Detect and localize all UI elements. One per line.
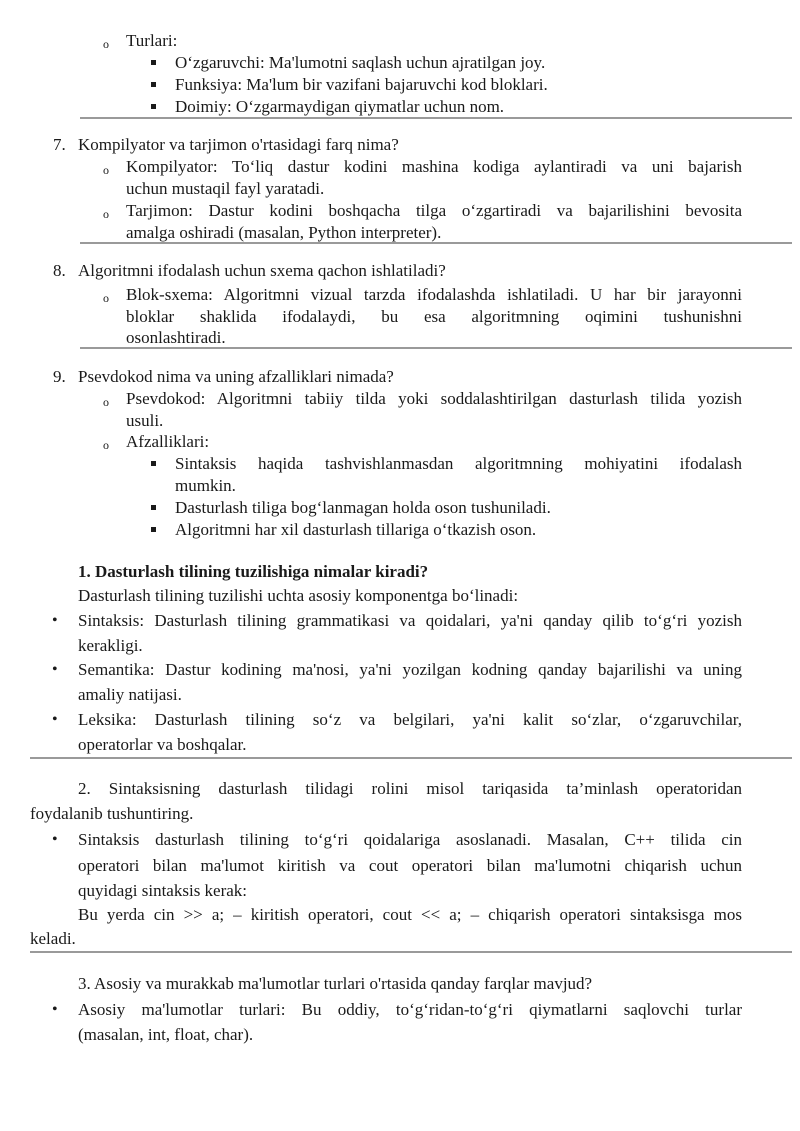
question-line: foydalanib tushuntiring. bbox=[30, 804, 194, 823]
section-heading: 1. Dasturlash tilining tuzilishiga nimalar kiradi? bbox=[78, 562, 429, 581]
divider bbox=[30, 951, 792, 953]
dot-bullet: • bbox=[52, 1001, 58, 1018]
answer-line: Psevdokod: Algoritmni tabiiy tilda yoki soddalashtirilgan dasturlash tilida yozish bbox=[126, 389, 742, 408]
paragraph-line: operatori bilan ma'lumot kiritish va cout operatori bilan ma'lumotni chiqarish uchun bbox=[78, 856, 742, 875]
circle-bullet: o bbox=[103, 207, 109, 221]
circle-bullet: o bbox=[103, 438, 109, 452]
paragraph-line: (masalan, int, float, char). bbox=[78, 1025, 254, 1044]
turlari-label: Turlari: bbox=[126, 31, 178, 50]
answer-line: Blok-sxema: Algoritmni vizual tarzda ifodalashda ishlatiladi. U har bir jarayonni bbox=[126, 285, 742, 304]
dot-bullet: • bbox=[52, 711, 58, 728]
list-item: Algoritmni har xil dasturlash tillariga o‘tkazish oson. bbox=[175, 520, 537, 539]
dot-bullet: • bbox=[52, 612, 58, 629]
question-number: 8. bbox=[53, 261, 66, 280]
answer-line: Tarjimon: Dastur kodini boshqacha tilga o‘zgartiradi va bajarilishini bevosita bbox=[126, 201, 742, 220]
circle-bullet: o bbox=[103, 291, 109, 305]
list-item: Dasturlash tiliga bog‘lanmagan holda oson tushuniladi. bbox=[175, 498, 551, 517]
paragraph-line: Asosiy ma'lumotlar turlari: Bu oddiy, to‘g‘ridan-to‘g‘ri qiymatlarni saqlovchi turlar bbox=[78, 1000, 742, 1019]
paragraph-line: Leksika: Dasturlash tilining so‘z va belgilari, ya'ni kalit so‘zlar, o‘zgaruvchilar, bbox=[78, 710, 742, 729]
square-bullet bbox=[151, 82, 156, 87]
question-title: Psevdokod nima va uning afzalliklari nimada? bbox=[78, 367, 394, 386]
answer-line: Kompilyator: To‘liq dastur kodini mashina kodiga aylantiradi va uni bajarish bbox=[126, 157, 742, 176]
square-bullet bbox=[151, 104, 156, 109]
paragraph-line: operatorlar va boshqalar. bbox=[78, 735, 247, 754]
paragraph-line: keladi. bbox=[30, 929, 76, 948]
dot-bullet: • bbox=[52, 661, 58, 678]
afzalliklari-label: Afzalliklari: bbox=[126, 432, 210, 451]
paragraph-line: Sintaksis: Dasturlash tilining grammatikasi va qoidalari, ya'ni qanday qilib to‘g‘ri yozish bbox=[78, 611, 742, 630]
dot-bullet: • bbox=[52, 831, 58, 848]
paragraph-line: kerakligi. bbox=[78, 636, 143, 655]
paragraph-line: quyidagi sintaksis kerak: bbox=[78, 881, 248, 900]
section-intro: Dasturlash tilining tuzilishi uchta asosiy komponentga bo‘linadi: bbox=[78, 586, 519, 605]
answer-line: osonlashtiradi. bbox=[126, 328, 226, 347]
square-bullet bbox=[151, 505, 156, 510]
paragraph-line: amaliy natijasi. bbox=[78, 685, 182, 704]
square-bullet bbox=[151, 60, 156, 65]
divider bbox=[80, 242, 792, 244]
list-item: mumkin. bbox=[175, 476, 236, 495]
divider bbox=[80, 347, 792, 349]
circle-bullet: o bbox=[103, 395, 109, 409]
divider bbox=[30, 757, 792, 759]
list-item: Funksiya: Ma'lum bir vazifani bajaruvchi kod bloklari. bbox=[175, 75, 548, 94]
circle-bullet: o bbox=[103, 163, 109, 177]
paragraph-line: Semantika: Dastur kodining ma'nosi, ya'ni yozilgan kodning qanday bajarilishi va uning bbox=[78, 660, 742, 679]
answer-line: bloklar shaklida ifodalaydi, bu esa algoritmning oqimini tushunishni bbox=[126, 307, 742, 326]
list-item: O‘zgaruvchi: Ma'lumotni saqlash uchun ajratilgan joy. bbox=[175, 53, 546, 72]
circle-bullet: o bbox=[103, 37, 109, 51]
paragraph-line: Bu yerda cin >> a; – kiritish operatori, cout << a; – chiqarish operatori sintaksisga mos bbox=[78, 905, 742, 924]
list-item: Doimiy: O‘zgarmaydigan qiymatlar uchun nom. bbox=[175, 97, 505, 116]
divider bbox=[80, 117, 792, 119]
list-item: Sintaksis haqida tashvishlanmasdan algoritmning mohiyatini ifodalash bbox=[175, 454, 742, 473]
question-line: 2. Sintaksisning dasturlash tilidagi rolini misol tariqasida ta’minlash operatoridan bbox=[78, 779, 742, 798]
square-bullet bbox=[151, 461, 156, 466]
question-title: Algoritmni ifodalash uchun sxema qachon ishlatiladi? bbox=[78, 261, 446, 280]
answer-line: usuli. bbox=[126, 411, 164, 430]
question-title: Kompilyator va tarjimon o'rtasidagi farq nima? bbox=[78, 135, 399, 154]
answer-line: amalga oshiradi (masalan, Python interpreter). bbox=[126, 223, 442, 242]
paragraph-line: Sintaksis dasturlash tilining to‘g‘ri qoidalariga asoslanadi. Masalan, C++ tilida cin bbox=[78, 830, 742, 849]
question-line: 3. Asosiy va murakkab ma'lumotlar turlari o'rtasida qanday farqlar mavjud? bbox=[78, 974, 593, 993]
question-number: 7. bbox=[53, 135, 66, 154]
question-number: 9. bbox=[53, 367, 66, 386]
square-bullet bbox=[151, 527, 156, 532]
answer-line: uchun mustaqil fayl yaratadi. bbox=[126, 179, 325, 198]
